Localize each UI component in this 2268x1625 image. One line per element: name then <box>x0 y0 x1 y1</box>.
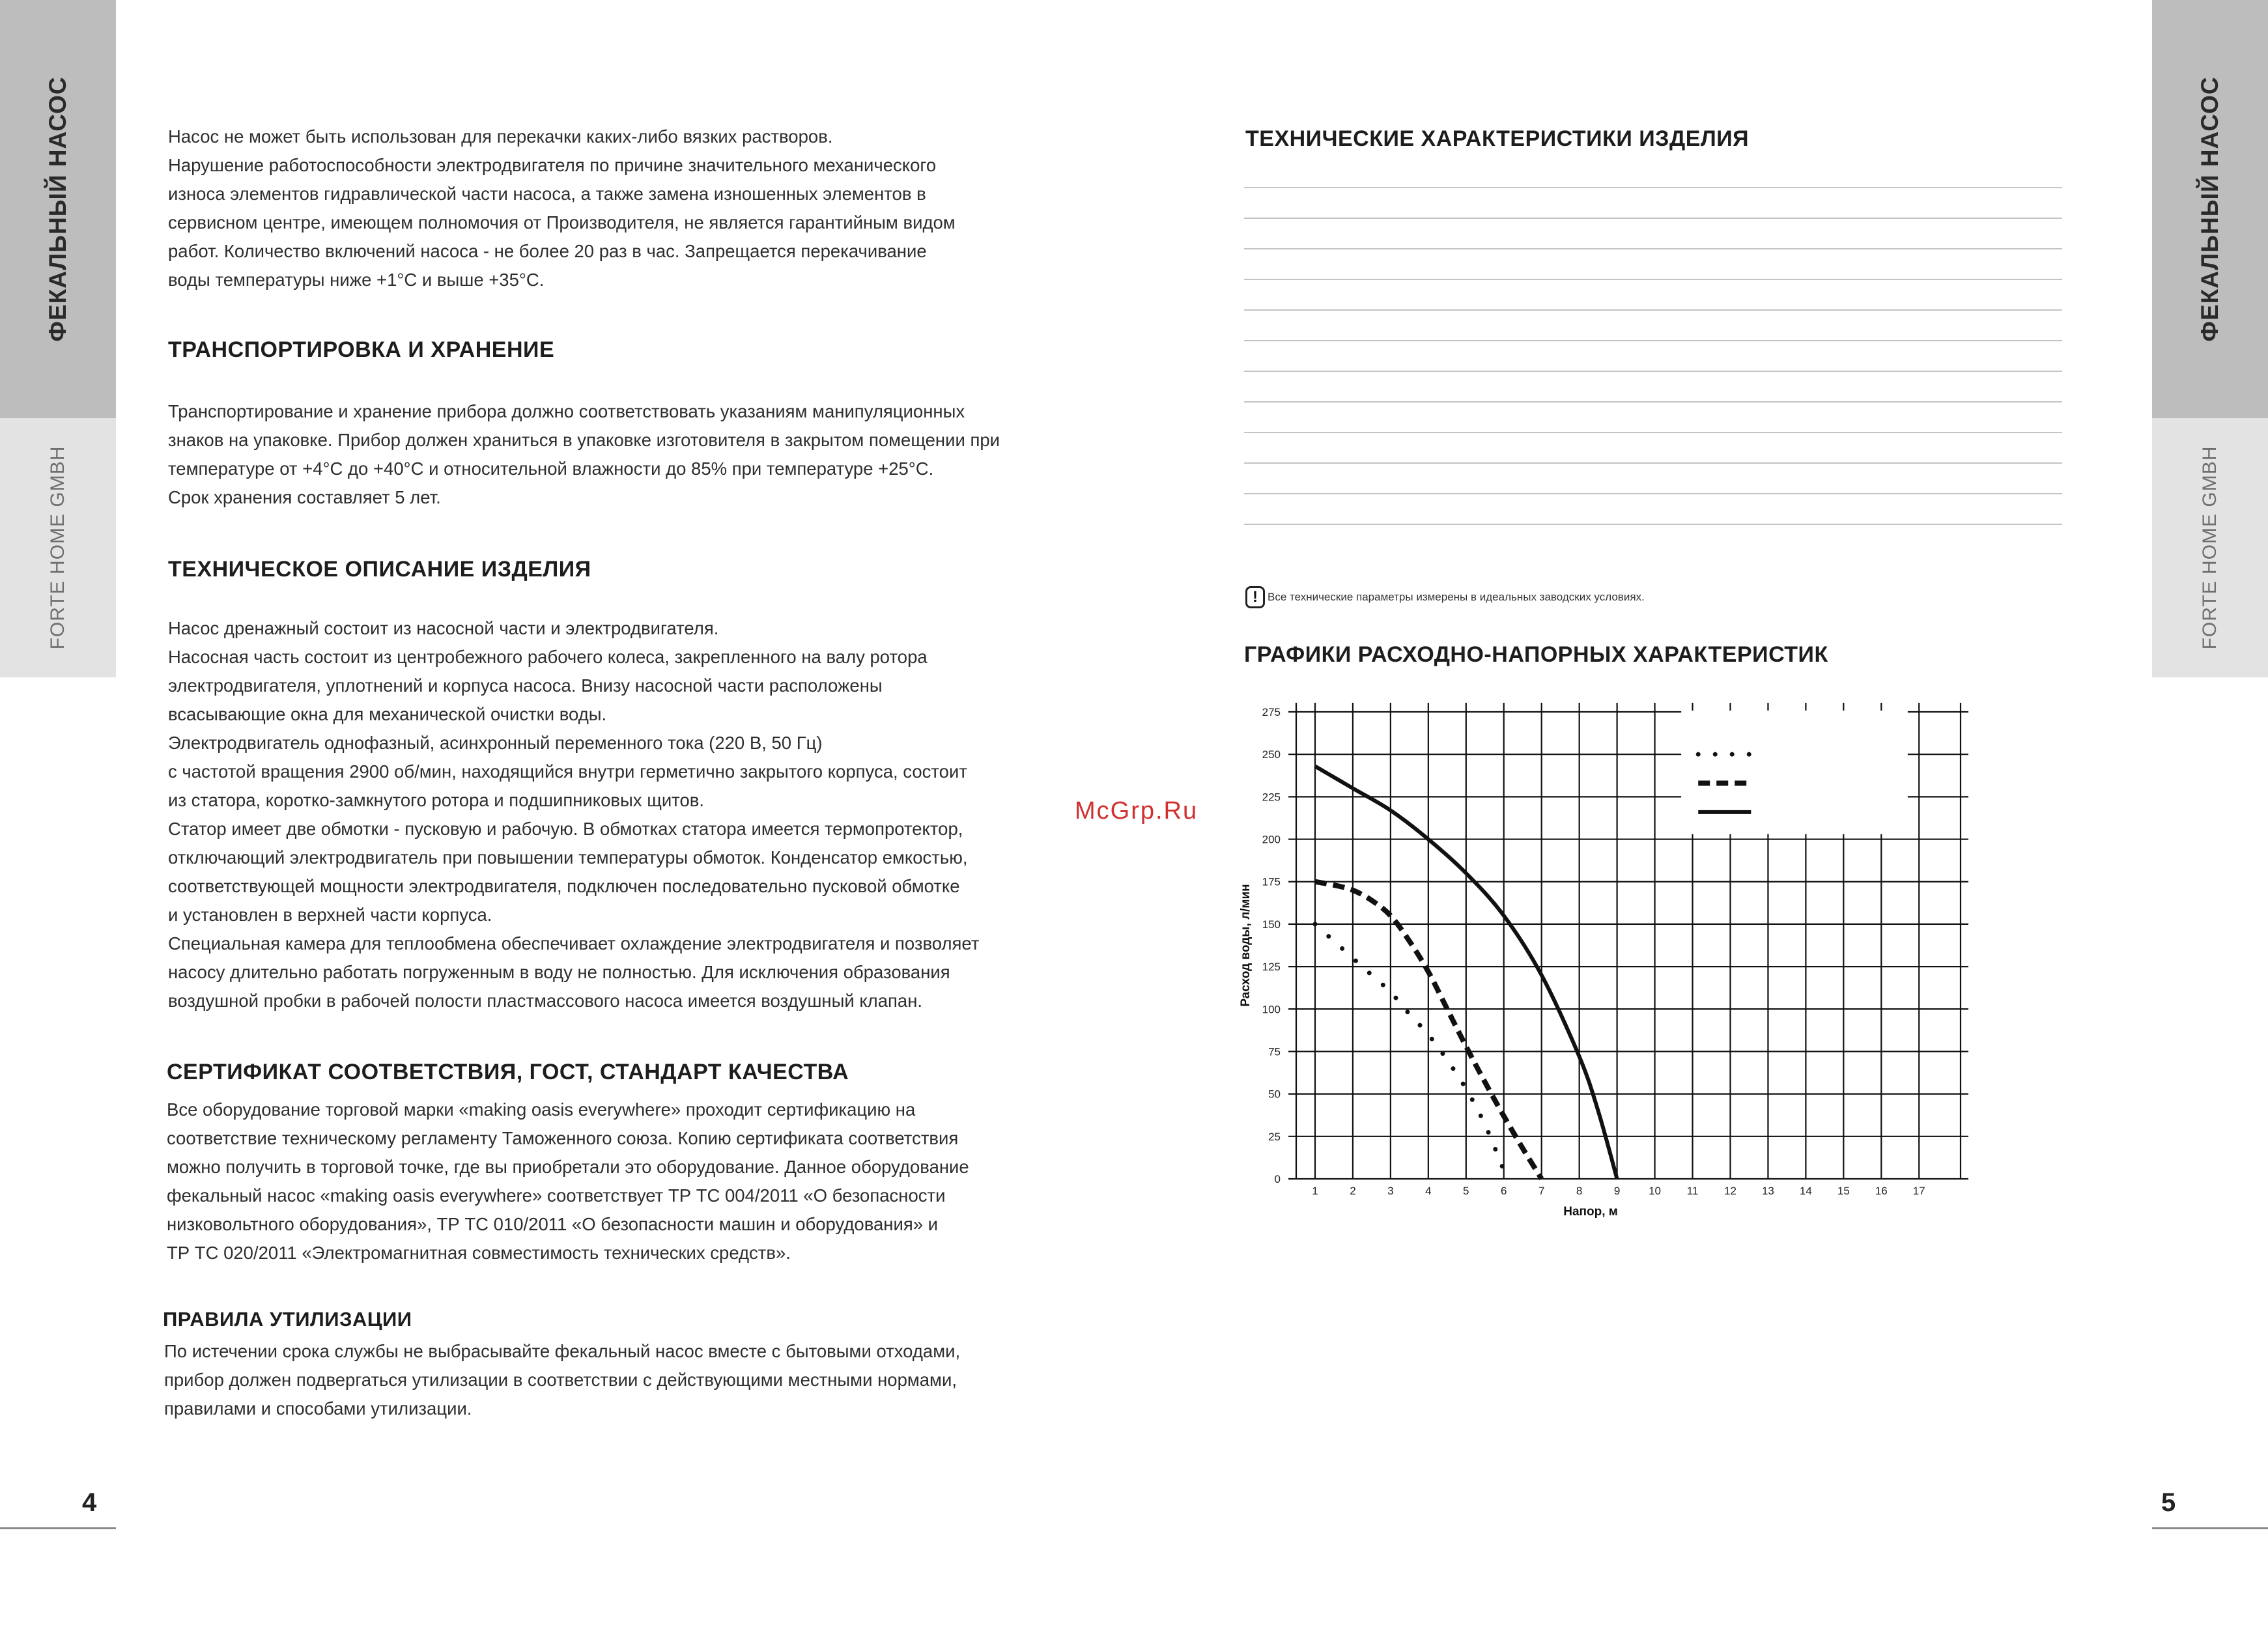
x-tick-label: 2 <box>1350 1185 1356 1197</box>
side-title-left: ФЕКАЛЬНЫЙ НАСОС <box>44 76 71 342</box>
x-tick-label: 8 <box>1576 1185 1583 1197</box>
spec-line <box>1244 493 2062 494</box>
side-tab-brand-right <box>2152 418 2268 677</box>
y-tick-label: 50 <box>1268 1088 1281 1101</box>
text-line: и установлен в верхней части корпуса. <box>168 905 492 925</box>
text-line: всасывающие окна для механической очистки воды. <box>168 704 607 724</box>
x-tick-label: 4 <box>1425 1185 1432 1197</box>
text-line: соответствующей мощности электродвигателя, подключен последовательно пусковой обмотке <box>168 876 960 896</box>
text-line: Насос дренажный состоит из насосной части и электродвигателя. <box>168 618 719 638</box>
spec-line <box>1244 371 2062 372</box>
text-line: Срок хранения составляет 5 лет. <box>168 487 441 507</box>
x-tick-label: 10 <box>1649 1185 1662 1197</box>
y-tick-label: 150 <box>1262 918 1281 931</box>
text-line: Насос не может быть использован для перекачки каких-либо вязких растворов. <box>168 126 833 147</box>
y-tick-label: 200 <box>1262 833 1281 846</box>
x-tick-label: 12 <box>1724 1185 1736 1197</box>
text-line: отключающий электродвигатель при повышении температуры обмоток. Конденсатор емкостью, <box>168 847 968 868</box>
description-paragraph <box>168 614 979 1015</box>
text-line: Специальная камера для теплообмена обеспечивает охлаждение электродвигателя и позволяет <box>168 933 980 954</box>
measurement-note-text: Все технические параметры измерены в идеальных заводских условиях. <box>1268 591 1645 603</box>
spec-line <box>1244 279 2062 280</box>
text-line: Статор имеет две обмотки - пусковую и рабочую. В обмотках статора имеется термопротектор, <box>168 819 963 839</box>
text-line: сервисном центре, имеющем полномочия от Производителя, не является гарантийным видом <box>168 212 956 233</box>
text-line: Нарушение работоспособности электродвигателя по причине значительного механического <box>168 155 937 175</box>
text-line: Насосная часть состоит из центробежного рабочего колеса, закрепленного на валу ротора <box>168 647 928 667</box>
spec-line <box>1244 187 2062 188</box>
warning-icon: ! <box>1245 586 1265 608</box>
text-line: Электродвигатель однофазный, асинхронный переменного тока (220 В, 50 Гц) <box>168 733 823 753</box>
text-line: можно получить в торговой точке, где вы приобретали это оборудование. Данное оборудование <box>167 1157 969 1177</box>
y-tick-label: 275 <box>1262 706 1281 718</box>
legend-box <box>1681 711 1908 834</box>
text-line: фекальный насос «making oasis everywhere» соответствует ТР ТС 004/2011 «О безопасности <box>167 1185 946 1206</box>
series-line-dotted <box>1315 924 1504 1170</box>
side-tab-title-left <box>0 0 116 418</box>
page-rule-right <box>2152 1527 2268 1529</box>
x-tick-label: 6 <box>1501 1185 1507 1197</box>
x-tick-label: 15 <box>1837 1185 1850 1197</box>
performance-chart <box>1231 687 2045 1228</box>
text-line: По истечении срока службы не выбрасывайте фекальный насос вместе с бытовыми отходами, <box>164 1341 961 1361</box>
y-axis-label: Расход воды, л/мин <box>1239 884 1253 1007</box>
y-tick-label: 125 <box>1262 961 1281 974</box>
side-tab-brand-left <box>0 418 116 677</box>
x-tick-label: 3 <box>1387 1185 1394 1197</box>
heading-description: ТЕХНИЧЕСКОЕ ОПИСАНИЕ ИЗДЕЛИЯ <box>168 557 591 582</box>
x-tick-label: 9 <box>1613 1185 1621 1197</box>
disposal-paragraph <box>164 1337 960 1423</box>
text-line: воздушной пробки в рабочей полости пластмассового насоса имеется воздушный клапан. <box>168 991 923 1011</box>
watermark: McGrp.Ru <box>1075 797 1198 825</box>
text-line: насосу длительно работать погруженным в воду не полностью. Для исключения образования <box>168 962 950 982</box>
spec-line <box>1244 401 2062 403</box>
heading-specs: ТЕХНИЧЕСКИЕ ХАРАКТЕРИСТИКИ ИЗДЕЛИЯ <box>1245 126 1750 151</box>
text-line: с частотой вращения 2900 об/мин, находящийся внутри герметично закрытого корпуса, состоит <box>168 761 967 782</box>
text-line: Все оборудование торговой марки «making oasis everywhere» проходит сертификацию на <box>167 1099 916 1120</box>
text-line: знаков на упаковке. Прибор должен храниться в упаковке изготовителя в закрытом помещении при <box>168 430 1000 450</box>
page-number-left: 4 <box>82 1488 97 1517</box>
transport-paragraph <box>168 397 1000 512</box>
x-axis-label: Напор, м <box>1563 1205 1618 1219</box>
x-tick-label: 14 <box>1799 1185 1812 1197</box>
x-tick-label: 16 <box>1875 1185 1888 1197</box>
heading-disposal: ПРАВИЛА УТИЛИЗАЦИИ <box>163 1308 412 1331</box>
heading-chart: ГРАФИКИ РАСХОДНО-НАПОРНЫХ ХАРАКТЕРИСТИК <box>1244 642 1828 667</box>
certificate-paragraph <box>167 1095 969 1267</box>
text-line: соответствие техническому регламенту Таможенного союза. Копию сертификата соответствия <box>167 1128 959 1148</box>
text-line: работ. Количество включений насоса - не более 20 раз в час. Запрещается перекачивание <box>168 241 927 261</box>
spec-line <box>1244 218 2062 219</box>
side-tab-title-right <box>2152 0 2268 418</box>
side-brand-right: FORTE HOME GMBH <box>2199 445 2220 650</box>
spec-line <box>1244 248 2062 249</box>
y-tick-label: 0 <box>1274 1173 1281 1185</box>
page-number-right: 5 <box>2161 1488 2176 1517</box>
y-tick-label: 75 <box>1268 1045 1281 1058</box>
y-tick-label: 250 <box>1262 748 1281 761</box>
spec-line <box>1244 462 2062 464</box>
spec-line <box>1244 309 2062 311</box>
intro-paragraph <box>168 122 956 294</box>
y-tick-label: 100 <box>1262 1003 1281 1016</box>
x-tick-label: 5 <box>1463 1185 1469 1197</box>
x-tick-label: 11 <box>1686 1185 1699 1197</box>
measurement-note <box>1245 586 1645 608</box>
x-tick-label: 1 <box>1312 1185 1318 1197</box>
heading-certificate: СЕРТИФИКАТ СООТВЕТСТВИЯ, ГОСТ, СТАНДАРТ КАЧЕСТВА <box>167 1060 849 1084</box>
text-line: износа элементов гидравлической части насоса, а также замена изношенных элементов в <box>168 184 926 204</box>
side-title-right: ФЕКАЛЬНЫЙ НАСОС <box>2196 76 2223 342</box>
text-line: электродвигателя, уплотнений и корпуса насоса. Внизу насосной части расположены <box>168 675 883 696</box>
text-line: прибор должен подвергаться утилизации в соответствии с действующими местными нормами, <box>164 1370 957 1390</box>
text-line: низковольтного оборудования», ТР ТС 010/2011 «О безопасности машин и оборудования» и <box>167 1214 939 1234</box>
text-line: правилами и способами утилизации. <box>164 1398 472 1419</box>
text-line: воды температуры ниже +1°C и выше +35°C. <box>168 270 545 290</box>
text-line: из статора, коротко-замкнутого ротора и подшипниковых щитов. <box>168 790 705 810</box>
x-tick-label: 17 <box>1912 1185 1925 1197</box>
x-tick-label: 13 <box>1761 1185 1774 1197</box>
heading-transport: ТРАНСПОРТИРОВКА И ХРАНЕНИЕ <box>168 337 555 362</box>
y-tick-label: 25 <box>1268 1130 1281 1143</box>
x-tick-label: 7 <box>1538 1185 1545 1197</box>
page-rule-left <box>0 1527 116 1529</box>
side-brand-left: FORTE HOME GMBH <box>47 445 68 650</box>
y-tick-label: 175 <box>1262 875 1281 888</box>
spec-line <box>1244 432 2062 433</box>
spec-line <box>1244 340 2062 341</box>
y-tick-label: 225 <box>1262 791 1281 804</box>
spec-line <box>1244 524 2062 525</box>
text-line: температуре от +4°C до +40°C и относительной влажности до 85% при температуре +25°C. <box>168 459 934 479</box>
text-line: ТР ТС 020/2011 «Электромагнитная совместимость технических средств». <box>167 1243 791 1263</box>
text-line: Транспортирование и хранение прибора должно соответствовать указаниям манипуляционных <box>168 401 965 421</box>
